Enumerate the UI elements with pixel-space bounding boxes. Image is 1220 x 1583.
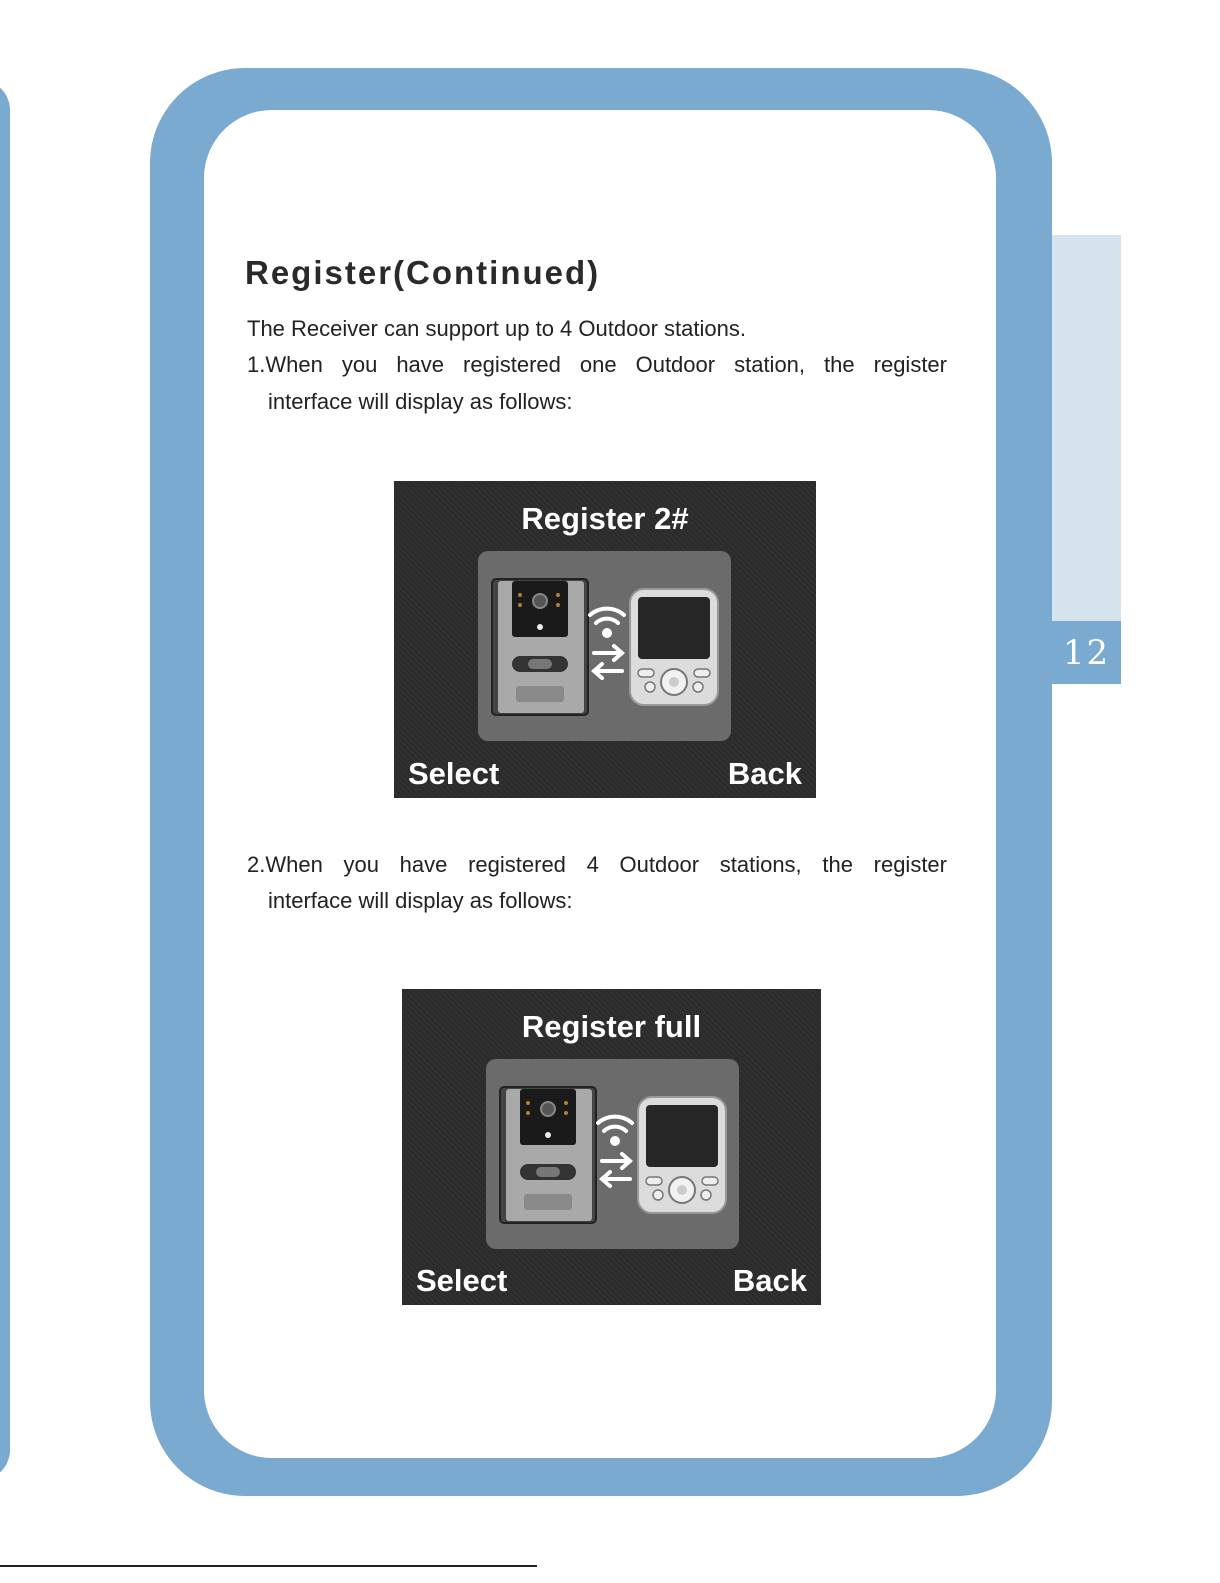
bottom-rule [0, 1565, 537, 1567]
select-softkey: Select [408, 756, 500, 791]
back-softkey: Back [732, 1263, 807, 1298]
monitor-icon [638, 1097, 726, 1213]
left-page-edge [0, 80, 10, 1480]
intro-text: The Receiver can support up to 4 Outdoor stations. [247, 316, 746, 341]
pairing-illustration [478, 551, 731, 741]
section-heading: Register(Continued) [245, 254, 601, 291]
screen-title: Register 2# [521, 501, 689, 536]
page-number: 12 [1052, 621, 1121, 684]
step2-line1: 2.When you have registered 4 Outdoor stations, the register [247, 852, 947, 877]
select-softkey: Select [416, 1263, 508, 1298]
step1-line2: interface will display as follows: [268, 389, 573, 414]
monitor-icon [630, 589, 718, 705]
register-screen-1 [394, 481, 816, 798]
outdoor-station-icon [492, 579, 588, 715]
wireless-pair-icon [598, 1117, 632, 1186]
screen-title: Register full [521, 1009, 702, 1044]
side-tab [1052, 235, 1121, 622]
register-screen-2 [402, 989, 821, 1305]
step1-line1: 1.When you have registered one Outdoor station, the register [247, 352, 947, 377]
pairing-illustration [486, 1059, 739, 1249]
step2-line2: interface will display as follows: [268, 888, 573, 913]
back-softkey: Back [727, 756, 802, 791]
outdoor-station-icon [500, 1087, 596, 1223]
wireless-pair-icon [590, 609, 624, 678]
